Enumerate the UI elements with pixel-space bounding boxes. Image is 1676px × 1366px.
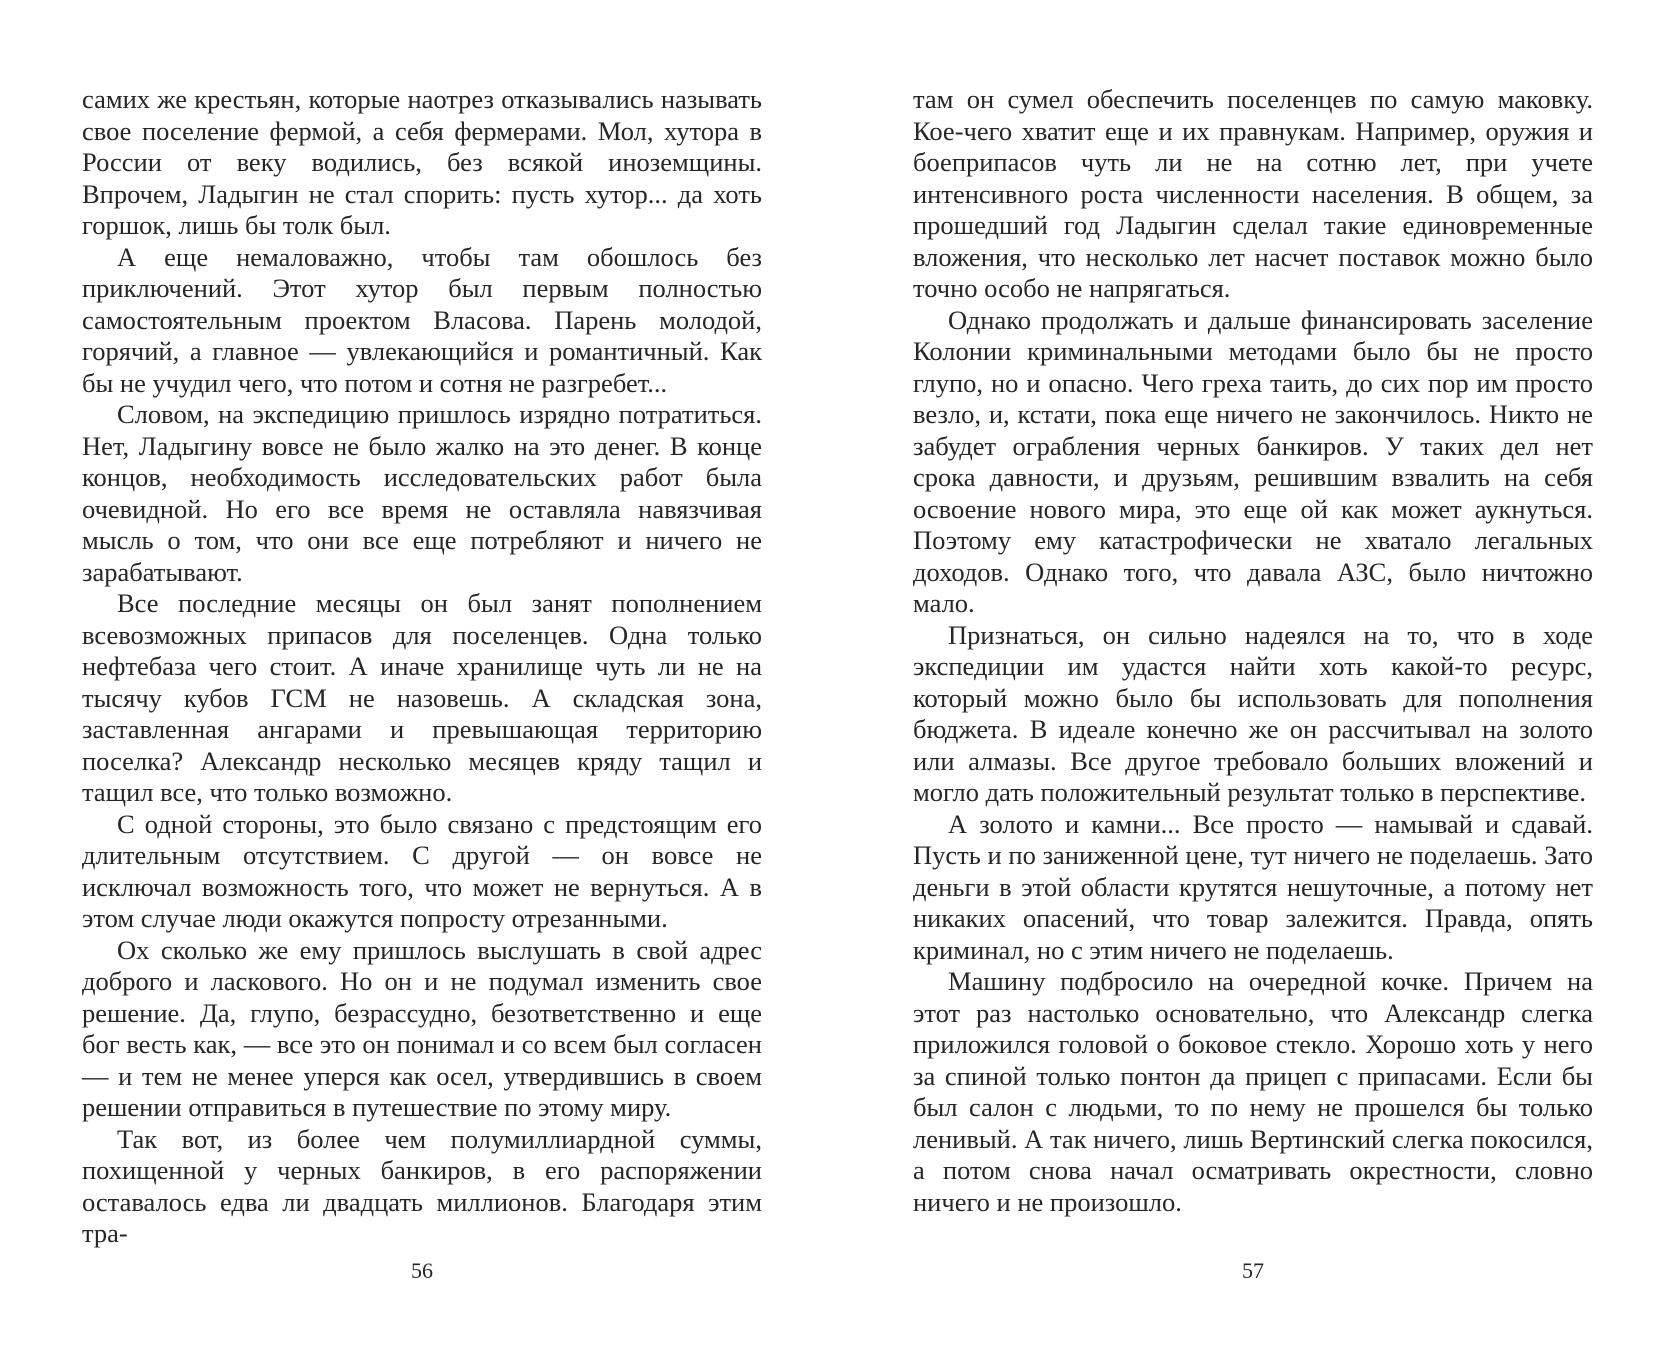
right-page xyxy=(913,84,1593,1304)
paragraph: А золото и камни... Все просто — намывай и сдавай. Пусть и по заниженной цене, тут ничего не поделаешь. Зато деньги в этой области крутятся нешуточные, а потому нет никаких опасений, что товар залежится. Правда, опять криминал, но с этим ничего не поделаешь. xyxy=(913,808,1593,965)
paragraph: Все последние месяцы он был занят пополнением всевозможных припасов для поселенцев. Одна только нефтебаза чего стоит. А иначе хранилище чуть ли не на тысячу кубов ГСМ не назовешь. А складская зона, заставленная ангарами и превышающая территорию поселка? Александр несколько месяцев кряду тащил и тащил все, что только возможно. xyxy=(82,588,762,807)
paragraph: Признаться, он сильно надеялся на то, что в ходе экспедиции им удастся найти хоть какой-то ресурс, который можно было бы использовать для пополнения бюджета. В идеале конечно же он рассчитывал на золото или алмазы. Все другое требовало больших вложений и могло дать положительный результат только в перспективе. xyxy=(913,619,1593,807)
paragraph: Машину подбросило на очередной кочке. Причем на этот раз настолько основательно, что Александр слегка приложился головой о боковое стекло. Хорошо хоть у него за спиной только понтон да прицеп с припасами. Если бы был салон с людьми, то по нему не прошелся бы только ленивый. А так ничего, лишь Вертинский слегка покосился, а потом снова начал осматривать окрестности, словно ничего и не произошло. xyxy=(913,966,1593,1217)
paragraph: Словом, на экспедицию пришлось изрядно потратиться. Нет, Ладыгину вовсе не было жалко на это денег. В конце концов, необходимость исследовательских работ была очевидной. Но его все время не оставляла навязчивая мысль о том, что они все еще потребляют и ничего не зарабатывают. xyxy=(82,399,762,587)
paragraph: Однако продолжать и дальше финансировать заселение Колонии криминальными методами было бы не просто глупо, но и опасно. Чего греха таить, до сих пор им просто везло, и, кстати, пока еще ничего не закончилось. Никто не забудет ограбления черных банкиров. У таких дел нет срока давности, и друзьям, решившим взвалить на себя освоение нового мира, это еще ой как может аукнуться. Поэтому ему катастрофически не хватало легальных доходов. Однако того, что давала АЗС, было ничтожно мало. xyxy=(913,304,1593,618)
paragraph: Так вот, из более чем полумиллиардной суммы, похищенной у черных банкиров, в его распоряжении оставалось едва ли двадцать миллионов. Благодаря этим тра- xyxy=(82,1123,762,1248)
page-number: 57 xyxy=(1242,1258,1264,1283)
paragraph: Ох сколько же ему пришлось выслушать в свой адрес доброго и ласкового. Но он и не подумал изменить свое решение. Да, глупо, безрассудно, безответственно и еще бог весть как, — все это он понимал и со всем был согласен — и тем не менее уперся как осел, утвердившись в своем решении отправиться в путешествие по этому миру. xyxy=(82,934,762,1122)
paragraph: А еще немаловажно, чтобы там обошлось без приключений. Этот хутор был первым полностью самостоятельным проектом Власова. Парень молодой, горячий, а главное — увлекающийся и романтичный. Как бы не учудил чего, что потом и сотня не разгребет... xyxy=(82,241,762,398)
page-number: 56 xyxy=(411,1258,433,1283)
paragraph: там он сумел обеспечить поселенцев по самую маковку. Кое-чего хватит еще и их правнукам. Например, оружия и боеприпасов чуть ли не на сотню лет, при учете интенсивного роста численности населения. В общем, за прошедший год Ладыгин сделал такие единовременные вложения, что несколько лет насчет поставок можно было точно особо не напрягаться. xyxy=(913,84,1593,303)
left-page-text xyxy=(82,84,762,1250)
right-page-text xyxy=(913,84,1593,1218)
paragraph: С одной стороны, это было связано с предстоящим его длительным отсутствием. С другой — он вовсе не исключал возможность того, что может не вернуться. А в этом случае люди окажутся попросту отрезанными. xyxy=(82,808,762,933)
paragraph: самих же крестьян, которые наотрез отказывались называть свое поселение фермой, а себя фермерами. Мол, хутора в России от веку водились, без всякой иноземщины. Впрочем, Ладыгин не стал спорить: пусть хутор... да хоть горшок, лишь бы толк был. xyxy=(82,84,762,240)
left-page xyxy=(82,84,762,1304)
